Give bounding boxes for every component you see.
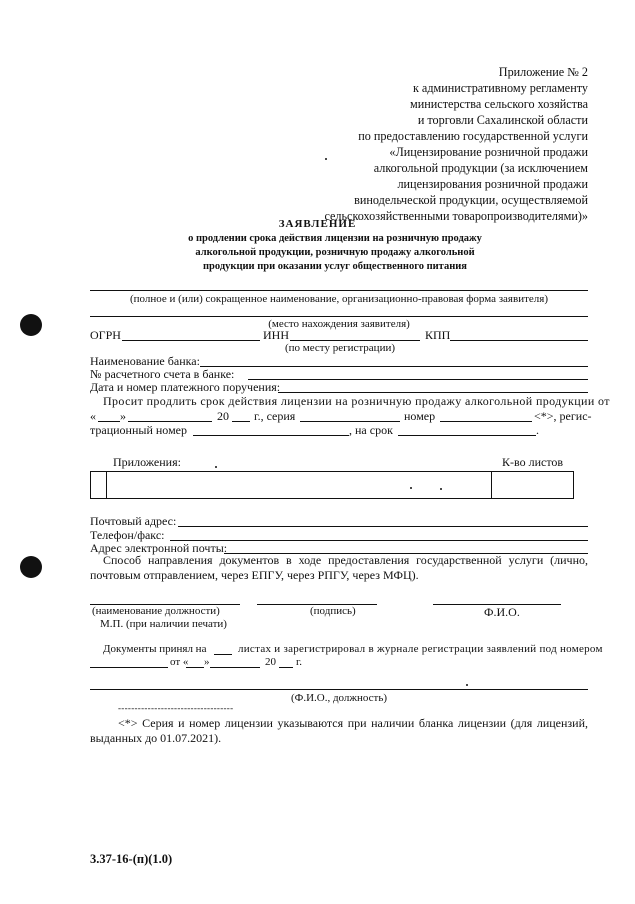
appendix-line: по предоставлению государственной услуги: [358, 129, 588, 143]
attachments-divider: [491, 471, 492, 498]
inn-label: ИНН: [263, 328, 289, 342]
punch-hole-bottom: [20, 556, 42, 578]
document-subtitle: [170, 232, 500, 274]
received-year-prefix: 20: [265, 656, 276, 668]
phone-field[interactable]: [170, 540, 588, 541]
appendix-line: сельскохозяйственными товаропроизводителями)»: [324, 209, 588, 223]
received-sheets-field[interactable]: [214, 654, 232, 655]
sheet-count-label: К-во листов: [502, 455, 564, 469]
license-month-field[interactable]: [128, 421, 212, 422]
postal-label: Почтовый адрес:: [90, 514, 177, 528]
term-period: .: [536, 423, 539, 437]
received-quote: »: [204, 656, 210, 668]
footnote-mark: <*>, регис-: [534, 409, 592, 423]
appendix-line: Приложение № 2: [498, 65, 588, 79]
scan-speck: [325, 158, 327, 160]
received-from: от «: [170, 656, 189, 668]
received-number-field[interactable]: [90, 667, 168, 668]
series-label: г., серия: [254, 409, 296, 423]
inn-field[interactable]: [290, 340, 420, 341]
received-month-field[interactable]: [210, 667, 260, 668]
kpp-label: КПП: [425, 328, 451, 342]
account-number-field[interactable]: [248, 379, 588, 380]
location-field[interactable]: [90, 316, 588, 317]
reg-number-label: трационный номер: [90, 423, 188, 437]
attachments-divider: [106, 471, 107, 498]
received-text-1: Документы принял на: [103, 643, 207, 655]
kpp-field[interactable]: [450, 340, 588, 341]
reg-number-field[interactable]: [193, 435, 349, 436]
request-text: Просит продлить срок действия лицензии на розничную продажу алкогольной продукции от: [103, 394, 610, 408]
footnote-separator: -----------------------------------: [118, 703, 234, 713]
term-field[interactable]: [398, 435, 536, 436]
received-day-field[interactable]: [186, 667, 204, 668]
email-label: Адрес электронной почты:: [90, 541, 228, 555]
phone-label: Телефон/факс:: [90, 528, 165, 542]
received-text-2: листах и зарегистрировал в журнале регистрации заявлений под номером: [238, 643, 603, 655]
appendix-line: министерства сельского хозяйства: [410, 97, 588, 111]
received-year-suffix: г.: [296, 656, 303, 668]
attachments-table[interactable]: [90, 471, 574, 499]
postal-field[interactable]: [178, 526, 588, 527]
receiver-field[interactable]: [90, 689, 588, 690]
scan-speck: [215, 466, 217, 468]
appendix-header: [288, 64, 588, 224]
document-title: ЗАЯВЛЕНИЕ: [278, 218, 357, 230]
bank-name-label: Наименование банка:: [90, 354, 200, 368]
series-field[interactable]: [300, 421, 400, 422]
appendix-line: «Лицензирование розничной продажи: [389, 145, 588, 159]
ogrn-field[interactable]: [122, 340, 260, 341]
bank-name-field[interactable]: [200, 366, 588, 367]
scan-speck: [410, 487, 412, 489]
subtitle-line: алкогольной продукции, розничную продажу алкогольной: [195, 247, 475, 258]
account-number-label: № расчетного счета в банке:: [90, 367, 235, 381]
number-label: номер: [404, 409, 436, 423]
appendix-line: и торговли Сахалинской области: [417, 113, 588, 127]
scan-speck: [440, 488, 442, 490]
license-year-field[interactable]: [232, 421, 250, 422]
form-code: 3.37-16-(п)(1.0): [90, 852, 173, 866]
signature-caption: (подпись): [310, 605, 356, 617]
footnote-text: <*> Серия и номер лицензии указываются при наличии бланка лицензии (для лицензий, выданных до 01.07.2021).: [90, 716, 588, 745]
stamp-caption: М.П. (при наличии печати): [100, 618, 227, 630]
delivery-method-text: Способ направления документов в ходе предоставления государственной услуги (лично, почтовым отправлением, через ЕПГУ, через РПГУ, через МФЦ).: [90, 553, 588, 582]
registration-caption: (по месту регистрации): [284, 342, 396, 354]
appendix-line: алкогольной продукции (за исключением: [373, 161, 588, 175]
receiver-caption: (Ф.И.О., должность): [290, 692, 388, 704]
subtitle-line: продукции при оказании услуг общественного питания: [203, 261, 467, 272]
quote-close: »: [120, 409, 126, 423]
ogrn-label: ОГРН: [90, 328, 121, 342]
applicant-name-field[interactable]: [90, 290, 588, 291]
appendix-line: винодельческой продукции, осуществляемой: [354, 193, 588, 207]
license-day-field[interactable]: [98, 421, 120, 422]
year-prefix: 20: [217, 409, 229, 423]
applicant-name-caption: (полное и (или) сокращенное наименование, организационно-правовая форма заявителя): [130, 293, 548, 305]
quote-open: «: [90, 409, 96, 423]
punch-hole-top: [20, 314, 42, 336]
position-caption: (наименование должности): [92, 605, 220, 617]
number-field[interactable]: [440, 421, 532, 422]
payment-order-label: Дата и номер платежного поручения:: [90, 380, 281, 394]
appendix-line: к административному регламенту: [412, 81, 588, 95]
scan-speck: [466, 684, 468, 686]
appendix-line: лицензирования розничной продажи: [397, 177, 588, 191]
payment-order-field[interactable]: [278, 392, 588, 393]
attachments-label: Приложения:: [113, 455, 181, 469]
subtitle-line: о продлении срока действия лицензии на розничную продажу: [188, 233, 482, 244]
received-year-field[interactable]: [279, 667, 293, 668]
fio-caption: Ф.И.О.: [484, 605, 520, 619]
location-caption: (место нахождения заявителя): [268, 318, 410, 330]
term-label: , на срок: [349, 423, 393, 437]
